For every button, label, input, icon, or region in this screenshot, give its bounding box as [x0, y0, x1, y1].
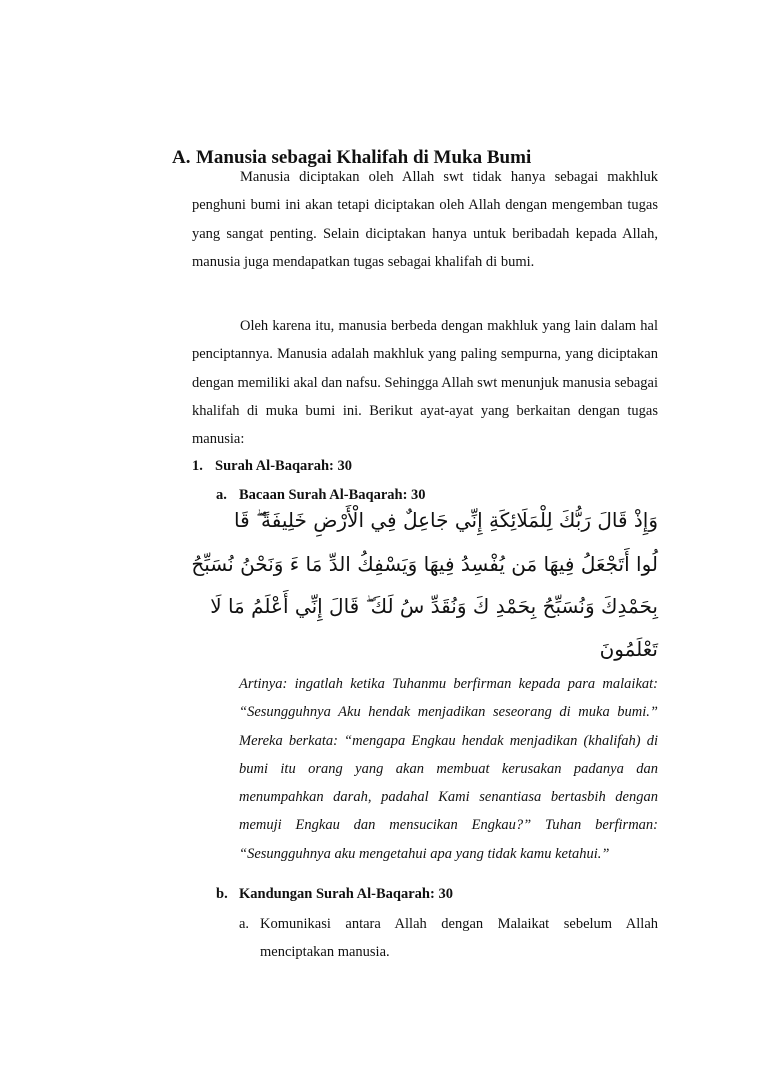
surah-number: 1. [192, 458, 203, 474]
content-title: Kandungan Surah Al-Baqarah: 30 [239, 886, 453, 902]
reading-title: Bacaan Surah Al-Baqarah: 30 [239, 487, 426, 503]
arabic-line-2: لُوا أَتَجْعَلُ فِيهَا مَن يُفْسِدُ فِيهَا وَيَسْفِكُ الدِّ مَا ءَ وَنَحْنُ نُسَبِّحُ [191, 552, 658, 576]
paragraph-1 [192, 163, 658, 276]
content-heading [216, 886, 453, 903]
paragraph-2-text: Oleh karena itu, manusia berbeda dengan makhluk yang lain dalam hal penciptannya. Manusia adalah makhluk yang paling sempurna, yang diciptakan dengan memiliki akal dan nafsu. Sehingga Allah swt menunjuk manusia sebagai khalifah di muka bumi ini. Berikut ayat-ayat yang berkaitan dengan tugas manusia: [192, 318, 658, 448]
section-title: Manusia sebagai Khalifah di Muka Bumi [196, 147, 532, 168]
arabic-line-1: وَإِذْ قَالَ رَبُّكَ لِلْمَلَائِكَةِ إِنِّي جَاعِلٌ فِي الْأَرْضِ خَلِيفَةً ۖ قَا [233, 508, 658, 532]
surah-heading [192, 458, 352, 475]
arabic-line-3: بِحَمْدِكَ وَنُسَبِّحُ بِحَمْدِ كَ وَنُقَدِّ سُ لَكَ ۖ قَالَ إِنِّي أَعْلَمُ مَا لَا [210, 594, 658, 618]
surah-title: Surah Al-Baqarah: 30 [215, 458, 352, 474]
content-point-number: a. [239, 916, 250, 932]
content-number: b. [216, 886, 228, 902]
paragraph-2 [192, 312, 658, 453]
reading-number: a. [216, 487, 227, 503]
reading-heading [216, 487, 426, 504]
section-number: A. [172, 147, 191, 168]
paragraph-1-text: Manusia diciptakan oleh Allah swt tidak hanya sebagai makhluk penghuni bumi ini akan tetapi diciptakan oleh Allah dengan mengemban tugas yang sangat penting. Selain diciptakan hanya untuk beribadah kepada Allah, manusia juga mendapatkan tugas sebagai khalifah di bumi. [192, 169, 658, 270]
arabic-line-4: تَعْلَمُونَ [599, 637, 658, 661]
translation-paragraph: Artinya: ingatlah ketika Tuhanmu berfirman kepada para malaikat: “Sesungguhnya Aku hendak menjadikan seseorang di muka bumi.” Mereka berkata: “mengapa Engkau hendak menjadikan (khalifah) di bumi itu orang yang akan membuat kerusakan padanya dan menumpahkan darah, padahal Kami senantiasa bertasbih dengan memuji Engkau dan mensucikan Engkau?” Tuhan berfirman: “Sesungguhnya aku mengetahui apa yang tidak kamu ketahui.” [239, 676, 658, 862]
content-point [239, 910, 658, 967]
content-point-text: Komunikasi antara Allah dengan Malaikat sebelum Allah menciptakan manusia. [260, 916, 658, 961]
